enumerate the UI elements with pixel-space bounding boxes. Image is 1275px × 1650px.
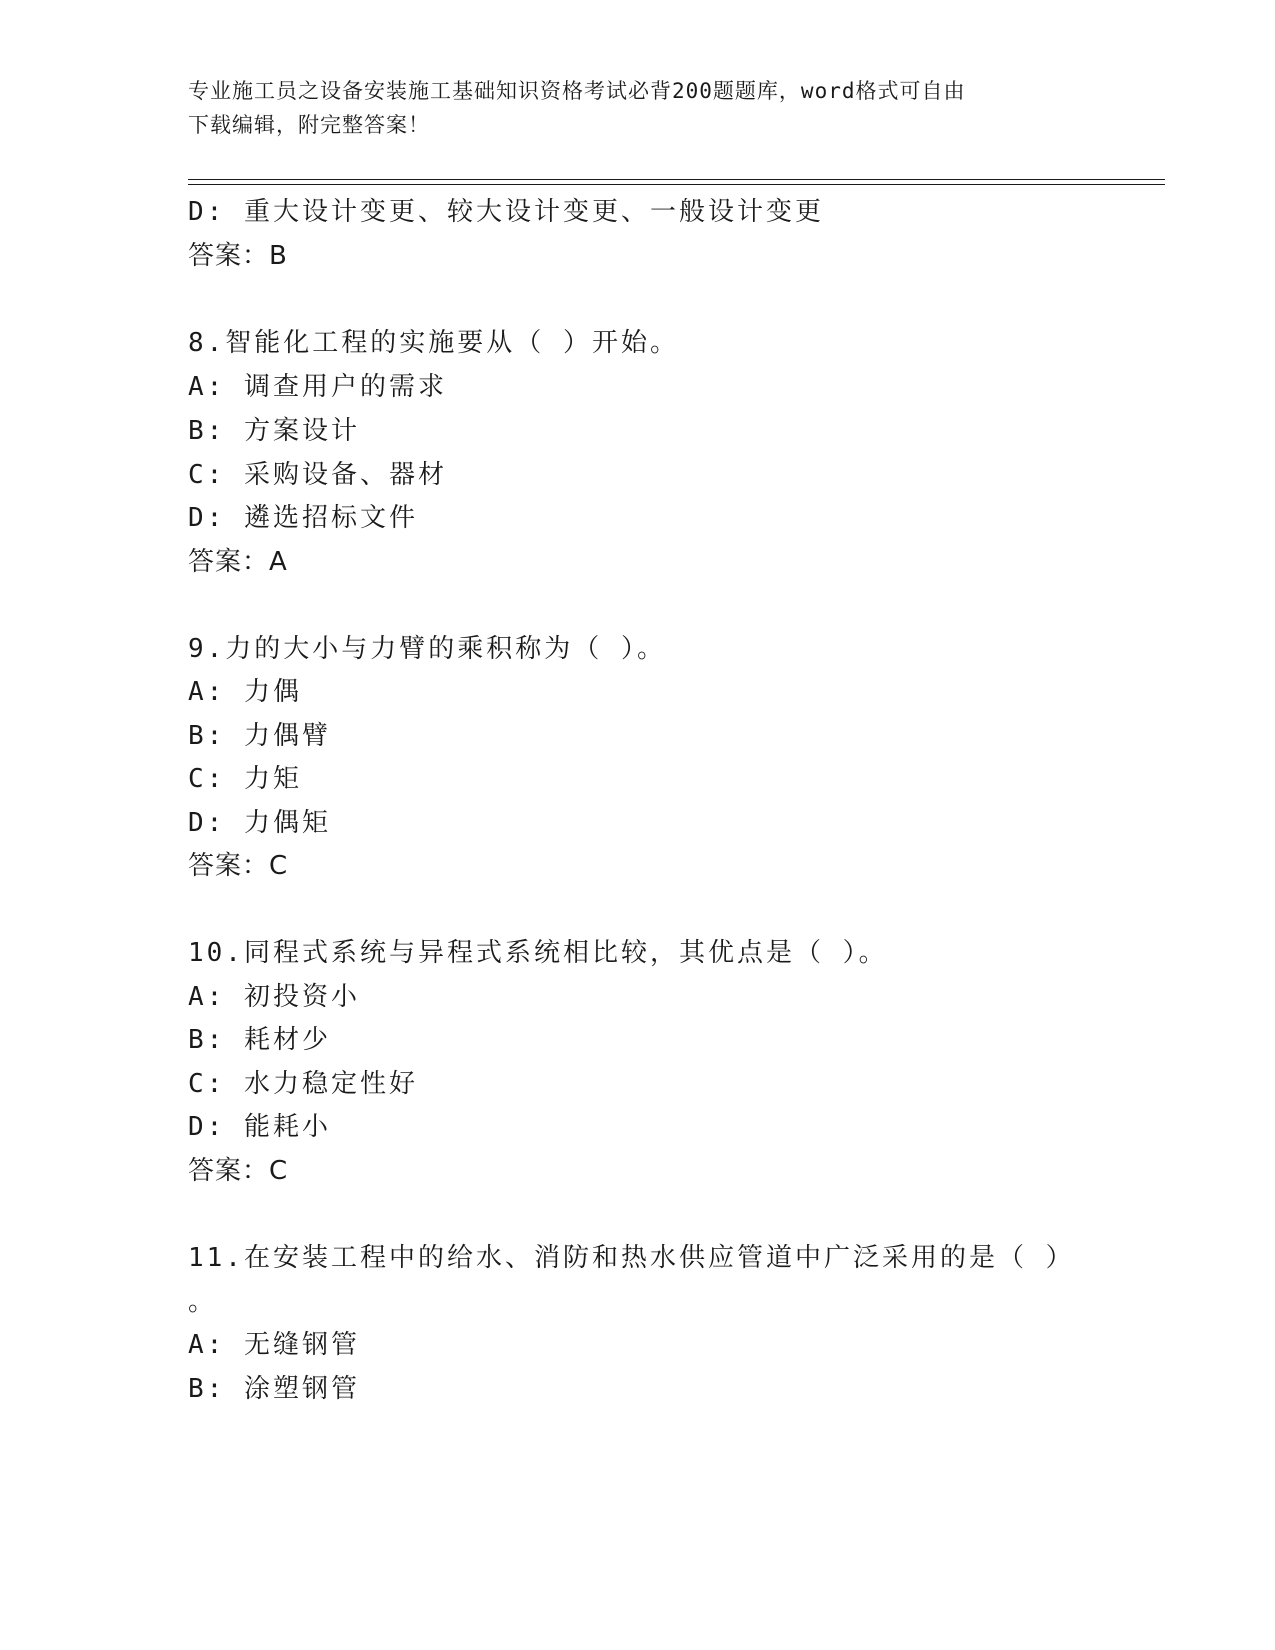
question-line: 11.在安装工程中的给水、消防和热水供应管道中广泛采用的是（ ） [188, 1243, 1075, 1273]
option-line: B: 力偶臂 [188, 721, 331, 751]
document-header [188, 74, 1088, 142]
option-line: C: 采购设备、器材 [188, 460, 447, 490]
option-line: A: 初投资小 [188, 982, 360, 1012]
option-line: D: 重大设计变更、较大设计变更、一般设计变更 [188, 197, 824, 227]
option-line: C: 水力稳定性好 [188, 1069, 418, 1099]
question-line-continuation: 。 [188, 1287, 218, 1317]
option-line: C: 力矩 [188, 764, 302, 794]
option-line: B: 耗材少 [188, 1025, 331, 1055]
option-line: A: 调查用户的需求 [188, 372, 447, 402]
header-line-1: 专业施工员之设备安装施工基础知识资格考试必背200题题库，word格式可自由 [188, 79, 966, 103]
option-line: D: 遴选招标文件 [188, 503, 418, 533]
question-line: 9.力的大小与力臂的乘积称为（ ）。 [188, 634, 666, 664]
question-line: 8.智能化工程的实施要从（ ）开始。 [188, 328, 679, 358]
header-divider-bottom [188, 184, 1165, 185]
option-line: A: 力偶 [188, 677, 302, 707]
header-divider-top [188, 179, 1165, 180]
option-line: B: 方案设计 [188, 416, 360, 446]
option-line: D: 能耗小 [188, 1112, 331, 1142]
option-line: B: 涂塑钢管 [188, 1374, 360, 1404]
answer-line: 答案：B [188, 241, 288, 271]
answer-line: 答案：C [188, 1156, 289, 1186]
option-line: D: 力偶矩 [188, 808, 331, 838]
option-line: A: 无缝钢管 [188, 1330, 360, 1360]
header-line-2: 下载编辑，附完整答案！ [188, 113, 430, 137]
question-line: 10.同程式系统与异程式系统相比较，其优点是（ ）。 [188, 938, 888, 968]
answer-line: 答案：A [188, 547, 288, 577]
answer-line: 答案：C [188, 851, 289, 881]
